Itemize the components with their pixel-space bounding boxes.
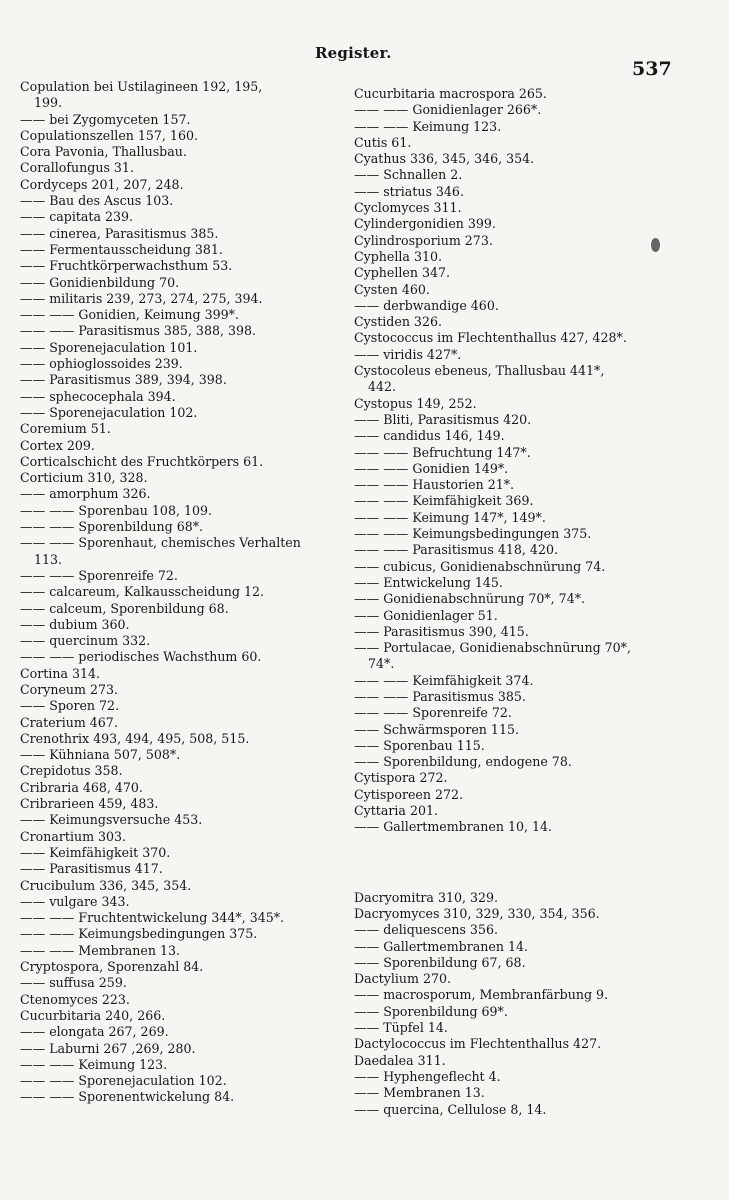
section-gap (354, 836, 684, 890)
index-entry: Corticalschicht des Fruchtkörpers 61. (20, 453, 264, 469)
index-entry: —— —— Sporenbildung 68*. (20, 519, 204, 535)
index-entry: —— —— Parasitismus 385, 388, 398. (20, 323, 257, 339)
index-entry: Cystococcus im Flechtenthallus 427, 428*. (354, 330, 627, 346)
index-entry: Cordyceps 201, 207, 248. (20, 176, 184, 192)
index-entry: Cutis 61. (354, 134, 412, 150)
index-entry: —— Gonidienabschnürung 70*, 74*. (354, 591, 586, 607)
index-entry: —— —— Membranen 13. (20, 942, 180, 958)
index-entry: Ctenomyces 223. (20, 991, 130, 1007)
index-entry: —— —— Fruchtentwickelung 344*, 345*. (20, 910, 285, 926)
index-entry: Corallofungus 31. (20, 160, 134, 176)
index-entry: —— —— Keimung 123. (20, 1056, 168, 1072)
index-entry: —— Gallertmembranen 14. (354, 938, 528, 954)
index-entry: —— calceum, Sporenbildung 68. (20, 600, 229, 616)
index-entry: Crucibulum 336, 345, 354. (20, 877, 192, 893)
index-entry: Cylindrosporium 273. (354, 232, 493, 248)
index-entry: —— Membranen 13. (354, 1085, 485, 1101)
index-entry: —— viridis 427*. (354, 346, 462, 362)
index-entry: Crepidotus 358. (20, 763, 123, 779)
index-entry: —— dubium 360. (20, 616, 130, 632)
index-entry: Daedalea 311. (354, 1052, 446, 1068)
index-entry: —— suffusa 259. (20, 975, 127, 991)
index-entry: —— amorphum 326. (20, 486, 151, 502)
index-entry: Cyphella 310. (354, 248, 442, 264)
index-entry: Dactylium 270. (354, 971, 451, 987)
index-entry: Cucurbitaria 240, 266. (20, 1007, 166, 1023)
index-entry: 442. (368, 379, 397, 395)
index-entry: —— cinerea, Parasitismus 385. (20, 225, 219, 241)
index-entry: —— Parasitismus 417. (20, 861, 163, 877)
index-entry: Cysten 460. (354, 281, 430, 297)
index-entry: —— —— Haustorien 21*. (354, 477, 515, 493)
index-entry: Cystopus 149, 252. (354, 395, 477, 411)
index-entry: —— Fermentausscheidung 381. (20, 241, 223, 257)
index-entry: Cribrarieen 459, 483. (20, 796, 159, 812)
index-entry: Cribraria 468, 470. (20, 779, 143, 795)
index-entry: —— macrosporum, Membranfärbung 9. (354, 987, 609, 1003)
index-entry: Cystocoleus ebeneus, Thallusbau 441*, (354, 363, 605, 379)
index-entry: —— capitata 239. (20, 209, 134, 225)
index-entry: —— Laburni 267 ,269, 280. (20, 1040, 196, 1056)
page-number: 537 (632, 58, 672, 80)
index-entry: —— —— Sporenreife 72. (354, 705, 512, 721)
index-entry: —— Gallertmembranen 10, 14. (354, 819, 553, 835)
index-entry: —— Schwärmsporen 115. (354, 721, 519, 737)
index-entry: —— candidus 146, 149. (354, 428, 505, 444)
index-entry: —— Parasitismus 389, 394, 398. (20, 372, 227, 388)
index-entry: Copulation bei Ustilagineen 192, 195, (20, 79, 263, 94)
index-entry: —— —— Parasitismus 418, 420. (354, 542, 558, 558)
index-entry: —— ophioglossoides 239. (20, 356, 183, 372)
index-entry: —— militaris 239, 273, 274, 275, 394. (20, 290, 263, 306)
index-entry: —— deliquescens 356. (354, 922, 498, 938)
index-entry: —— —— Sporenejaculation 102. (20, 1073, 227, 1089)
index-entry: —— —— Gonidienlager 266*. (354, 102, 542, 118)
ink-blot (651, 238, 660, 252)
index-entry: Cronartium 303. (20, 828, 127, 844)
index-entry: —— Sporenbildung 69*. (354, 1003, 508, 1019)
index-entry: —— Sporenbildung, endogene 78. (354, 754, 572, 770)
index-entry: Cyclomyces 311. (354, 200, 462, 216)
index-entry: Cyathus 336, 345, 346, 354. (354, 151, 535, 167)
index-entry: 74*. (368, 656, 395, 672)
index-entry: Dacryomitra 310, 329. (354, 889, 499, 905)
index-entry: Cyttaria 201. (354, 803, 438, 819)
index-entry: —— Tüpfel 14. (354, 1020, 448, 1036)
index-entry: —— Gonidienlager 51. (354, 607, 498, 623)
index-entry: Dacryomyces 310, 329, 330, 354, 356. (354, 905, 600, 921)
index-entry: —— bei Zygomyceten 157. (20, 111, 191, 127)
index-entry: —— elongata 267, 269. (20, 1024, 169, 1040)
index-entry: —— —— Keimungsbedingungen 375. (20, 926, 258, 942)
index-entry: —— —— Gonidien, Keimung 399*. (20, 307, 239, 323)
right-column (354, 86, 684, 1118)
index-entry: —— —— Keimung 147*, 149*. (354, 509, 546, 525)
index-entry: —— Schnallen 2. (354, 167, 463, 183)
index-entry: —— —— Sporenreife 72. (20, 567, 178, 583)
index-entry: —— quercina, Cellulose 8, 14. (354, 1101, 547, 1117)
index-entry: Coremium 51. (20, 421, 111, 437)
index-entry: —— —— Sporenhaut, chemisches Verhalten (20, 535, 301, 551)
index-entry: —— Sporenbau 115. (354, 737, 485, 753)
index-entry: —— —— Keimungsbedingungen 375. (354, 526, 592, 542)
index-entry: Dactylococcus im Flechtenthallus 427. (354, 1036, 602, 1052)
index-entry: —— Keimungsversuche 453. (20, 812, 203, 828)
index-entry: —— quercinum 332. (20, 633, 151, 649)
index-entry: Cylindergonidien 399. (354, 216, 496, 232)
index-entry: —— Entwickelung 145. (354, 574, 503, 590)
left-column (20, 79, 340, 1106)
index-entry: —— Hyphengeflecht 4. (354, 1068, 501, 1084)
index-entry: —— Sporenejaculation 101. (20, 339, 198, 355)
index-entry: Cora Pavonia, Thallusbau. (20, 144, 187, 160)
index-entry: —— —— Gonidien 149*. (354, 460, 509, 476)
running-head: Register. (315, 44, 392, 62)
index-entry: 199. (34, 95, 63, 111)
index-entry: —— calcareum, Kalkausscheidung 12. (20, 584, 265, 600)
index-entry: Coryneum 273. (20, 681, 119, 697)
index-entry: —— Keimfähigkeit 370. (20, 844, 171, 860)
index-entry: Copulationszellen 157, 160. (20, 127, 198, 143)
index-entry: 113. (34, 551, 63, 567)
index-entry: —— derbwandige 460. (354, 297, 499, 313)
index-entry: Cucurbitaria macrospora 265. (354, 86, 547, 101)
index-entry: —— Sporen 72. (20, 698, 120, 714)
index-entry: —— sphecocephala 394. (20, 388, 176, 404)
index-entry: Cytisporeen 272. (354, 786, 464, 802)
index-entry: Crenothrix 493, 494, 495, 508, 515. (20, 730, 250, 746)
index-entry: —— Portulacae, Gonidienabschnürung 70*, (354, 640, 631, 656)
index-entry: —— —— Keimfähigkeit 374. (354, 672, 534, 688)
index-entry: —— Sporenbildung 67, 68. (354, 954, 526, 970)
index-entry: —— —— Sporenbau 108, 109. (20, 502, 213, 518)
index-entry: Cortex 209. (20, 437, 95, 453)
index-entry: —— Sporenejaculation 102. (20, 404, 198, 420)
index-entry: Cryptospora, Sporenzahl 84. (20, 959, 204, 975)
index-entry: —— vulgare 343. (20, 893, 130, 909)
index-entry: Corticium 310, 328. (20, 470, 148, 486)
index-entry: —— —— Keimfähigkeit 369. (354, 493, 534, 509)
index-entry: —— —— Keimung 123. (354, 118, 502, 134)
index-entry: —— Fruchtkörperwachsthum 53. (20, 258, 233, 274)
index-entry: —— —— Parasitismus 385. (354, 688, 526, 704)
index-entry: —— Kühniana 507, 508*. (20, 747, 181, 763)
index-entry: Cytispora 272. (354, 770, 448, 786)
index-entry: —— Bliti, Parasitismus 420. (354, 411, 532, 427)
index-entry: —— —— periodisches Wachsthum 60. (20, 649, 262, 665)
index-entry: —— Gonidienbildung 70. (20, 274, 180, 290)
index-entry: —— Bau des Ascus 103. (20, 193, 174, 209)
index-entry: —— —— Befruchtung 147*. (354, 444, 531, 460)
index-entry: —— —— Sporenentwickelung 84. (20, 1089, 235, 1105)
index-entry: Cortina 314. (20, 665, 100, 681)
index-entry: —— Parasitismus 390, 415. (354, 623, 529, 639)
index-entry: —— cubicus, Gonidienabschnürung 74. (354, 558, 606, 574)
index-entry: —— striatus 346. (354, 183, 464, 199)
index-entry: Craterium 467. (20, 714, 118, 730)
index-entry: Cyphellen 347. (354, 265, 451, 281)
index-entry: Cystiden 326. (354, 314, 442, 330)
